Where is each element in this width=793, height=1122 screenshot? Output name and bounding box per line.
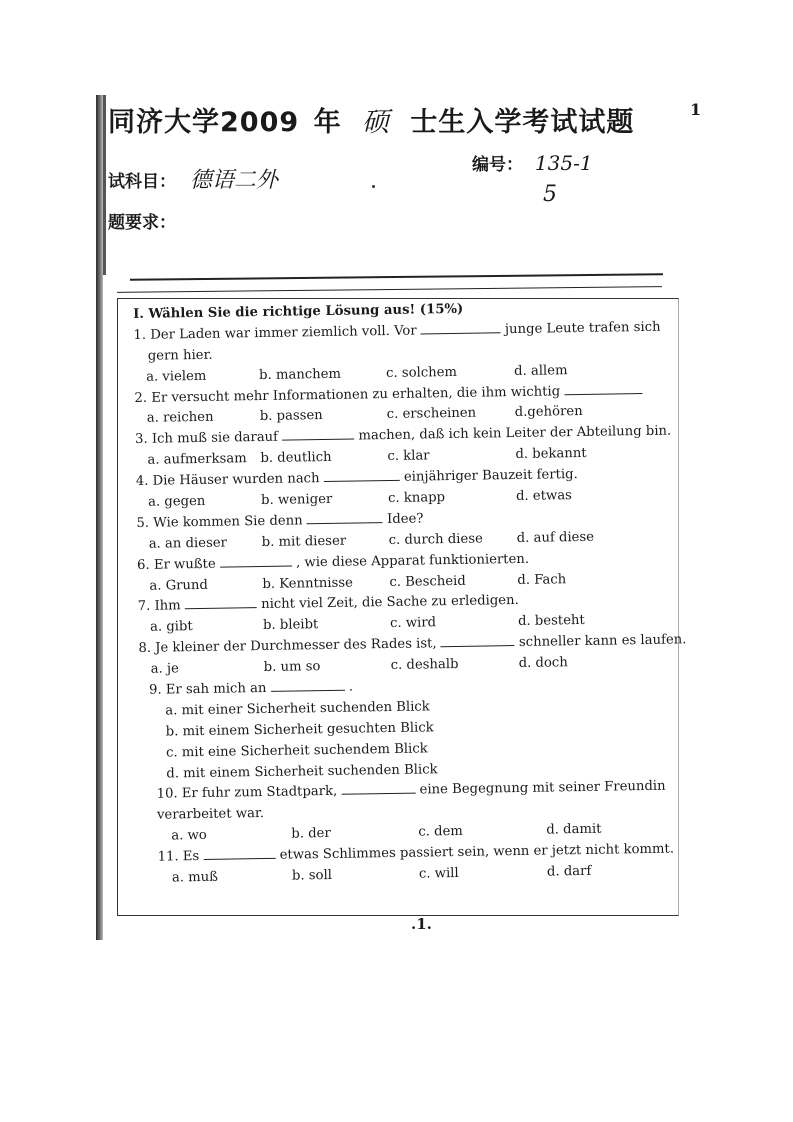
answer-blank xyxy=(270,679,344,692)
question-6-options: a. Grund b. Kenntnisse c. Bescheid d. Fach xyxy=(149,571,567,594)
subject-label: 试科目： xyxy=(108,172,176,192)
question-8: 8. Je kleiner der Durchmesser des Rades ist, schneller kann es laufen. xyxy=(138,632,687,657)
question-9-option-b: b. mit einem Sicherheit gesuchten Blick xyxy=(165,720,434,740)
header-divider xyxy=(130,273,663,281)
question-10-options: a. wo b. der c. dem d. damit xyxy=(171,821,602,844)
question-11-options: a. muß b. soll c. will d. darf xyxy=(171,863,592,886)
answer-blank xyxy=(341,782,415,795)
question-2-options: a. reichen b. passen c. erscheinen d.gehören xyxy=(146,404,583,427)
code-label: 编号： xyxy=(472,155,523,175)
answer-blank xyxy=(324,469,400,482)
title-year-char: 年 xyxy=(313,107,342,138)
question-4: 4. Die Häuser wurden nach einjähriger Bauzeit fertig. xyxy=(135,467,578,490)
question-7-options: a. gibt b. bleibt c. wird d. besteht xyxy=(149,613,585,636)
answer-blank xyxy=(185,597,257,610)
question-9: 9. Er sah mich an . xyxy=(148,679,354,698)
page-footer: .1. xyxy=(411,915,432,933)
question-10: 10. Er fuhr zum Stadtpark, eine Begegnung mit seiner Freundin xyxy=(156,779,666,803)
answer-blank xyxy=(307,511,383,524)
question-7: 7. Ihm nicht viel Zeit, die Sache zu erledigen. xyxy=(137,593,519,615)
question-3-options: a. aufmerksam b. deutlich c. klar d. bekannt xyxy=(147,446,587,469)
question-1: 1. Der Laden war immer ziemlich voll. Vor junge Leute trafen sich xyxy=(133,319,661,343)
question-10-cont: verarbeitet war. xyxy=(156,806,265,824)
question-9-option-a: a. mit einer Sicherheit suchenden Blick xyxy=(165,699,430,719)
subject-handwritten: 德语二外 xyxy=(189,168,278,193)
answer-blank xyxy=(564,382,642,395)
answer-blank xyxy=(421,321,501,334)
code-number xyxy=(472,150,593,175)
stray-dot xyxy=(372,185,375,188)
question-11: 11. Es etwas Schlimmes passiert sein, wenn er jetzt nicht kommt. xyxy=(157,841,675,865)
section-heading: I. Wählen Sie die richtige Lösung aus! (15%) xyxy=(133,301,464,322)
answer-blank xyxy=(282,428,354,441)
answer-blank xyxy=(441,634,515,647)
requirements-label: 题要求： xyxy=(108,213,176,233)
title-rest: 士生入学考试试题 xyxy=(410,107,635,138)
question-5: 5. Wie kommen Sie denn Idee? xyxy=(136,511,424,531)
question-9-option-c: c. mit eine Sicherheit suchendem Blick xyxy=(165,741,428,761)
answer-blank xyxy=(220,554,292,567)
question-4-options: a. gegen b. weniger c. knapp d. etwas xyxy=(147,488,573,510)
question-1-options: a. vielem b. manchem c. solchem d. allem xyxy=(146,362,568,385)
subject-line xyxy=(108,163,278,194)
question-2: 2. Er versucht mehr Informationen zu erhalten, die ihm wichtig xyxy=(134,380,689,410)
header-divider-thin xyxy=(117,286,662,293)
page-number: 1 xyxy=(690,100,702,119)
question-9-option-d: d. mit einem Sicherheit suchenden Blick xyxy=(166,761,438,782)
question-6: 6. Er wußte , wie diese Apparat funktionierten. xyxy=(136,551,530,573)
question-1-cont: gern hier. xyxy=(147,347,213,364)
exam-title xyxy=(108,100,634,139)
answer-blank xyxy=(203,847,275,860)
questions-content xyxy=(133,296,697,890)
handwritten-five: 5 xyxy=(543,182,557,207)
question-3: 3. Ich muß sie darauf machen, daß ich kein Leiter der Abteilung bin. xyxy=(135,423,672,448)
question-5-options: a. an dieser b. mit dieser c. durch diese d. auf diese xyxy=(148,529,595,552)
question-8-options: a. je b. um so c. deshalb d. doch xyxy=(150,655,568,677)
scan-binding-edge xyxy=(96,95,103,940)
scan-binding-shadow xyxy=(103,95,106,275)
handwritten-degree: 硕 xyxy=(361,107,390,138)
code-handwritten: 135-1 xyxy=(534,151,593,175)
title-university-year: 同济大学2009 xyxy=(108,107,300,138)
